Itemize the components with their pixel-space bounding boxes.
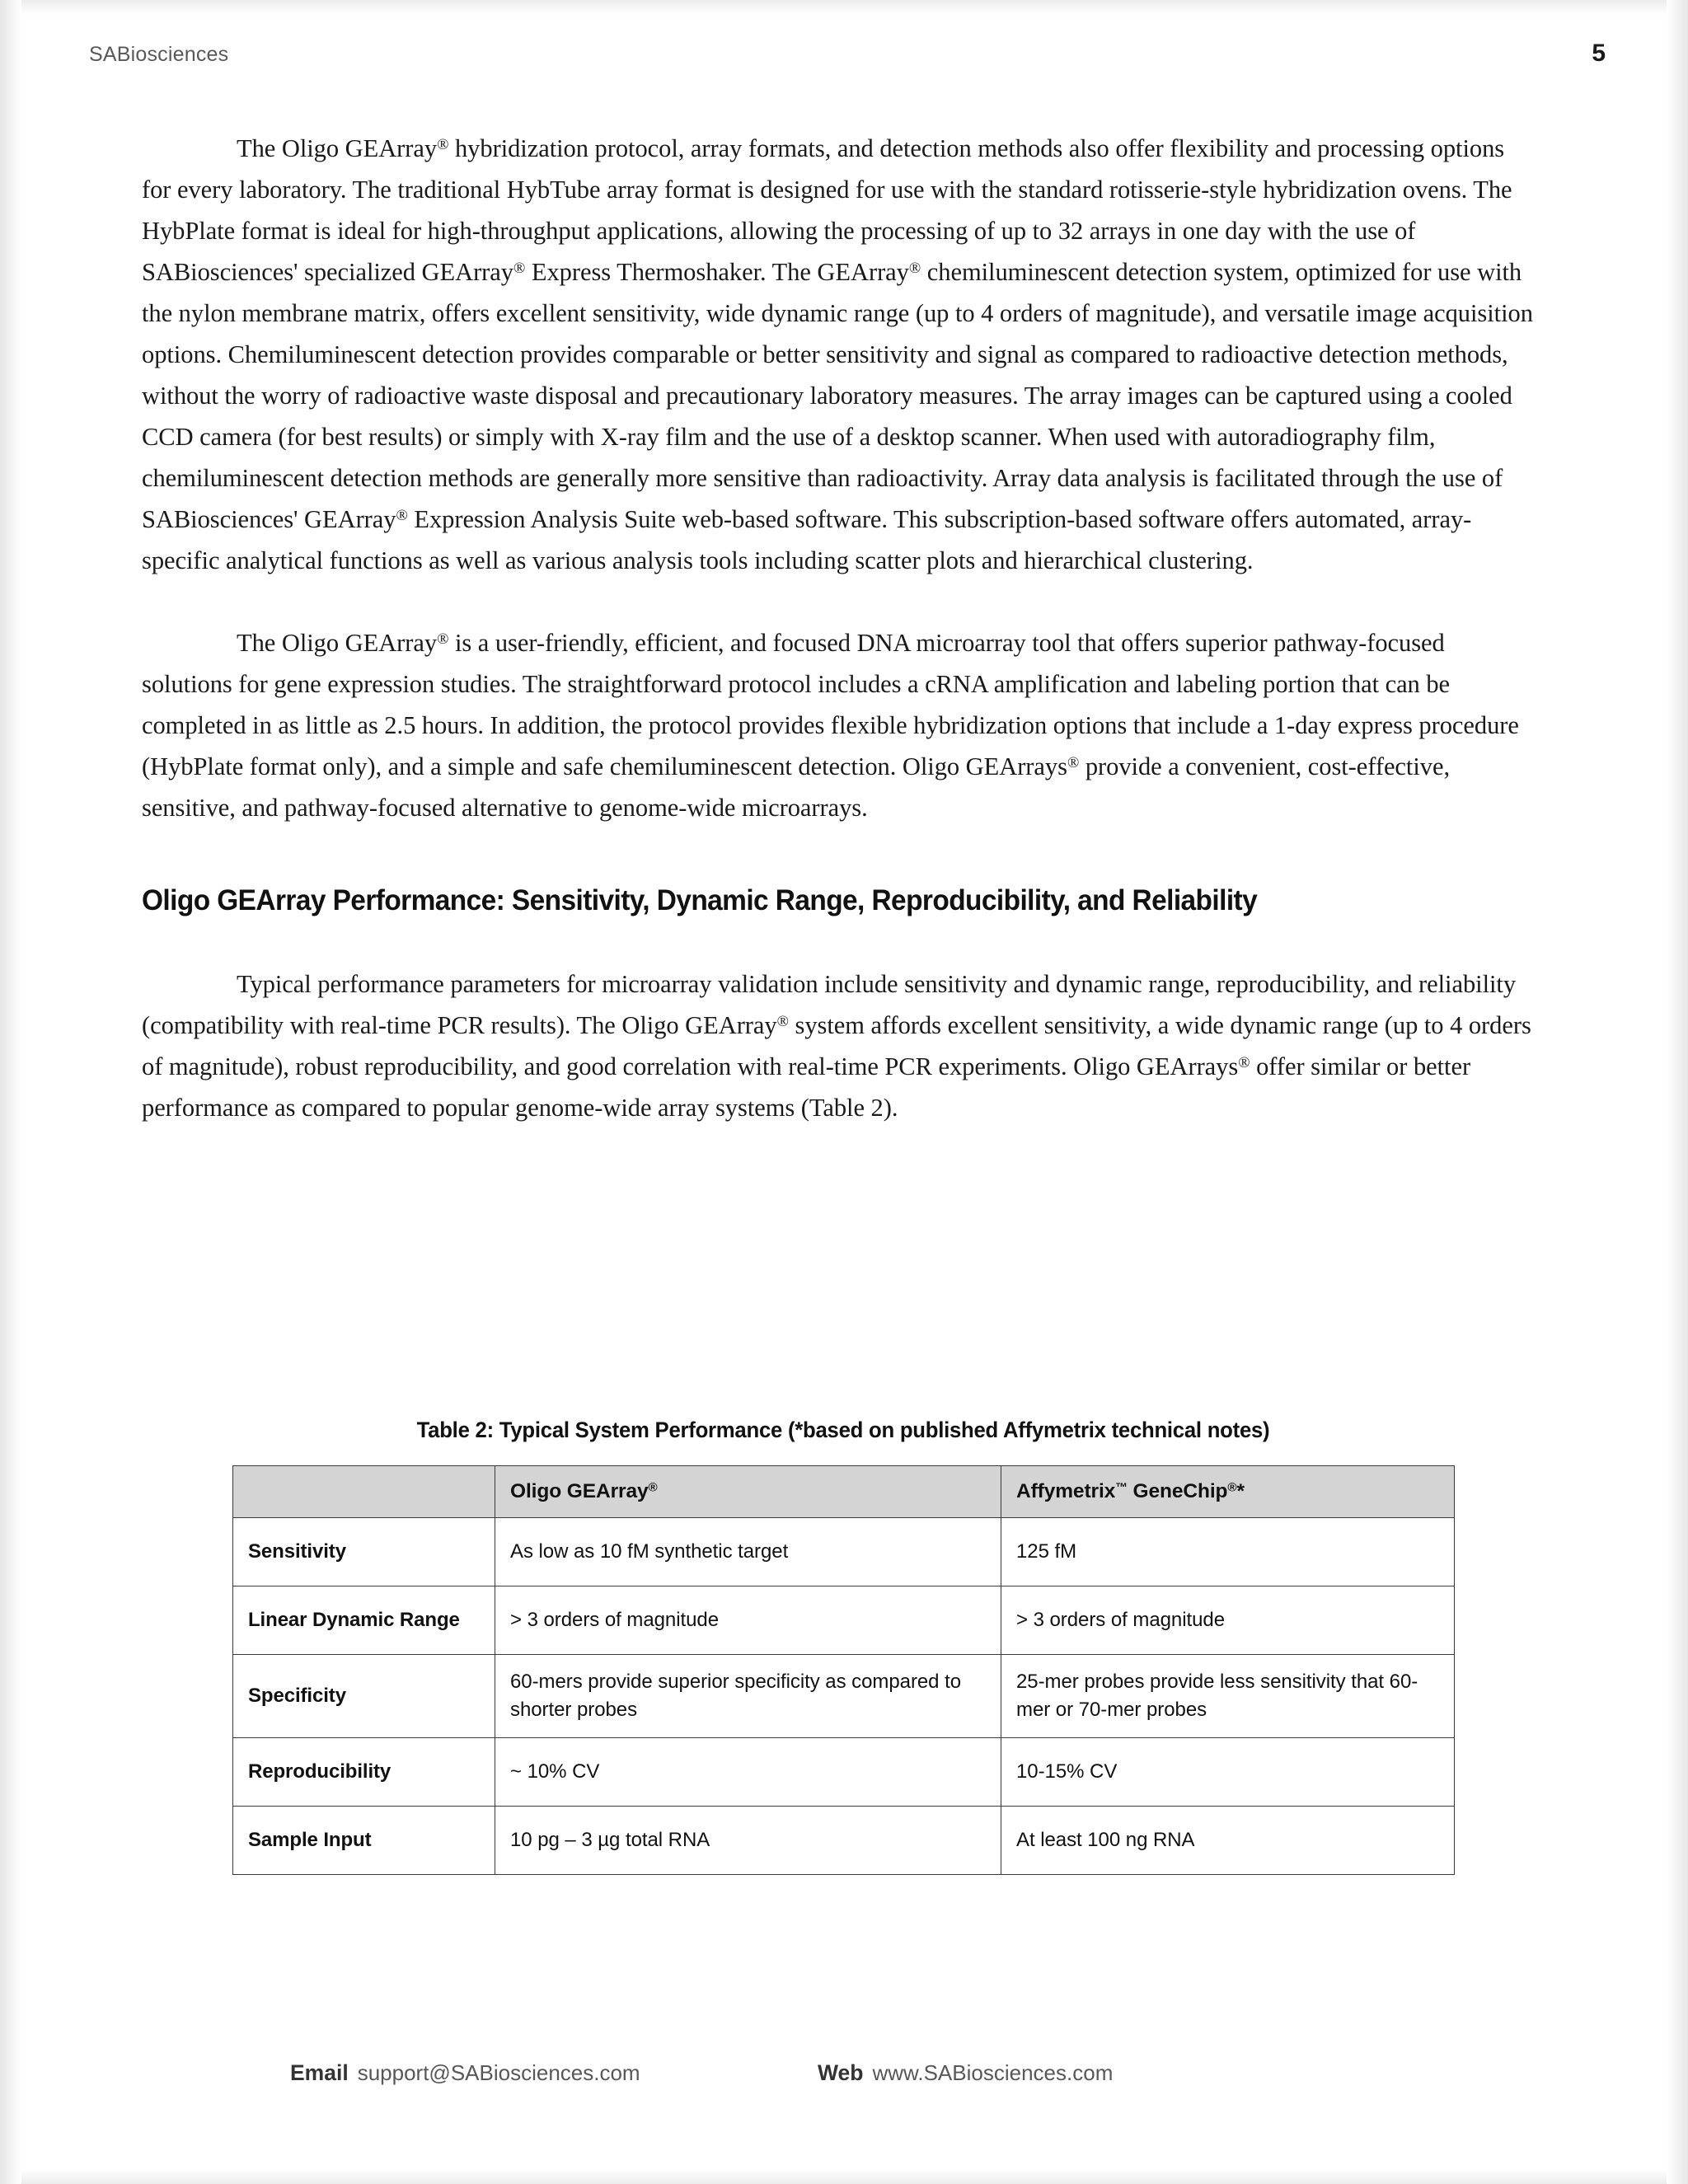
column-header-parameter: [233, 1466, 495, 1518]
paragraph-1: [142, 128, 1533, 581]
table-block: [232, 1418, 1454, 1875]
footer-web: [818, 2060, 1113, 2086]
table-caption: Table 2: Typical System Performance (*based on published Affymetrix technical notes): [416, 1418, 1270, 1442]
cell-oligo-sample-input: 10 pg – 3 µg total RNA: [495, 1807, 1001, 1875]
table-header-row: [233, 1466, 1455, 1518]
brand-name: SABiosciences: [89, 43, 229, 66]
column-header-affymetrix-pre: Affymetrix: [1016, 1480, 1116, 1502]
registered-mark-icon: ®: [1238, 1053, 1250, 1071]
registered-mark-icon: ®: [1227, 1480, 1237, 1495]
column-header-genechip-mid: GeneChip: [1127, 1480, 1228, 1502]
footer-email-value[interactable]: support@SABiosciences.com: [357, 2060, 640, 2085]
cell-affymetrix-sensitivity: 125 fM: [1001, 1518, 1455, 1586]
paragraph-2-seg-a: The Oligo GEArray: [237, 629, 438, 657]
registered-mark-icon: ®: [437, 135, 449, 153]
section-heading: Oligo GEArray Performance: Sensitivity, Dynamic Range, Reproducibility, and Reliability: [142, 884, 1258, 916]
footer-email: [290, 2060, 818, 2086]
table-row: [233, 1586, 1455, 1655]
row-parameter-reproducibility: Reproducibility: [233, 1738, 495, 1807]
paragraph-1-seg-d: chemiluminescent detection system, optimized for use with the nylon membrane matrix, offers excellent sensitivity, wide dynamic range (up to 4 orders of magnitude), and versatile image acquisition options. Chemiluminescent detection provides comparable or better sensitivity and signal as compared to radioactive detection methods, without the worry of radioactive waste disposal and precautionary laboratory measures. The array images can be captured using a cooled CCD camera (for best results) or simply with X-ray film and the use of a desktop scanner. When used with autoradiography film, chemiluminescent detection methods are generally more sensitive than radioactivity. Array data analysis is facilitated through the use of SABiosciences' GEArray: [142, 258, 1533, 533]
table-row: [233, 1738, 1455, 1807]
registered-mark-icon: ®: [1067, 753, 1080, 771]
page-footer: [290, 2060, 1304, 2086]
paragraph-1-seg-e: Expression Analysis Suite web-based software. This subscription-based software offers automated, array-specific analytical functions as well as various analysis tools including scatter plots and hierarchical clustering.: [142, 505, 1472, 574]
paragraph-2-seg-c: provide a convenient, cost-effective, sensitive, and pathway-focused alternative to genome-wide microarrays.: [142, 752, 1451, 822]
paragraph-3-seg-c: offer similar or better performance as compared to popular genome-wide array systems (Table 2).: [142, 1052, 1471, 1122]
paragraph-1-seg-b: hybridization protocol, array formats, and detection methods also offer flexibility and processing options for every laboratory. The traditional HybTube array format is designed for use with the standard rotisserie-style hybridization ovens. The HybPlate format is ideal for high-throughput applications, allowing the processing of up to 32 arrays in one day with the use of SABiosciences' specialized GEArray: [142, 134, 1512, 286]
registered-mark-icon: ®: [437, 630, 449, 648]
cell-oligo-sensitivity: As low as 10 fM synthetic target: [495, 1518, 1001, 1586]
table-row: [233, 1807, 1455, 1875]
registered-mark-icon: ®: [776, 1012, 789, 1030]
row-parameter-linear-dynamic-range: Linear Dynamic Range: [233, 1586, 495, 1655]
footer-web-label: Web: [818, 2060, 864, 2085]
column-header-oligo-gearray: [495, 1466, 1001, 1518]
performance-table: [232, 1465, 1455, 1875]
page-number: 5: [1592, 40, 1606, 67]
registered-mark-icon: ®: [396, 506, 408, 524]
cell-affymetrix-specificity: 25-mer probes provide less sensitivity that 60-mer or 70-mer probes: [1001, 1655, 1455, 1738]
paragraph-2-seg-b: is a user-friendly, efficient, and focused DNA microarray tool that offers superior pathway-focused solutions for gene expression studies. The straightforward protocol includes a cRNA amplification and labeling portion that can be completed in as little as 2.5 hours. In addition, the protocol provides flexible hybridization options that include a 1-day express procedure (HybPlate format only), and a simple and safe chemiluminescent detection. Oligo GEArrays: [142, 629, 1519, 780]
cell-affymetrix-linear-dynamic-range: > 3 orders of magnitude: [1001, 1586, 1455, 1655]
cell-oligo-reproducibility: ~ 10% CV: [495, 1738, 1001, 1807]
registered-mark-icon: ®: [513, 259, 526, 277]
footer-web-value[interactable]: www.SABiosciences.com: [872, 2060, 1114, 2085]
paragraph-3-seg-a: Typical performance parameters for microarray validation include sensitivity and dynamic range, reproducibility, and reliability (compatibility with real-time PCR results). The Oligo GEArray: [142, 970, 1517, 1039]
page-header: [89, 40, 1606, 68]
row-parameter-sensitivity: Sensitivity: [233, 1518, 495, 1586]
paragraph-2: [142, 622, 1533, 828]
row-parameter-sample-input: Sample Input: [233, 1807, 495, 1875]
cell-affymetrix-reproducibility: 10-15% CV: [1001, 1738, 1455, 1807]
paragraph-1-seg-c: Express Thermoshaker. The GEArray: [525, 258, 909, 286]
paragraph-1-seg-a: The Oligo GEArray: [237, 134, 438, 162]
cell-oligo-linear-dynamic-range: > 3 orders of magnitude: [495, 1586, 1001, 1655]
column-header-affymetrix-genechip: [1001, 1466, 1455, 1518]
registered-mark-icon: ®: [908, 259, 921, 277]
cell-oligo-specificity: 60-mers provide superior specificity as compared to shorter probes: [495, 1655, 1001, 1738]
column-header-asterisk: *: [1236, 1480, 1245, 1502]
footer-email-label: Email: [290, 2060, 349, 2085]
paragraph-3: [142, 963, 1533, 1128]
table-body: [233, 1518, 1455, 1875]
table-row: [233, 1518, 1455, 1586]
cell-affymetrix-sample-input: At least 100 ng RNA: [1001, 1807, 1455, 1875]
trademark-mark-icon: ™: [1115, 1481, 1128, 1495]
registered-mark-icon: ®: [648, 1480, 658, 1495]
body-content: [142, 128, 1533, 1128]
row-parameter-specificity: Specificity: [233, 1655, 495, 1738]
column-header-oligo-gearray-label: Oligo GEArray: [510, 1480, 649, 1502]
paragraph-3-seg-b: system affords excellent sensitivity, a wide dynamic range (up to 4 orders of magnitude), robust reproducibility, and good correlation with real-time PCR experiments. Oligo GEArrays: [142, 1011, 1531, 1080]
table-row: [233, 1655, 1455, 1738]
